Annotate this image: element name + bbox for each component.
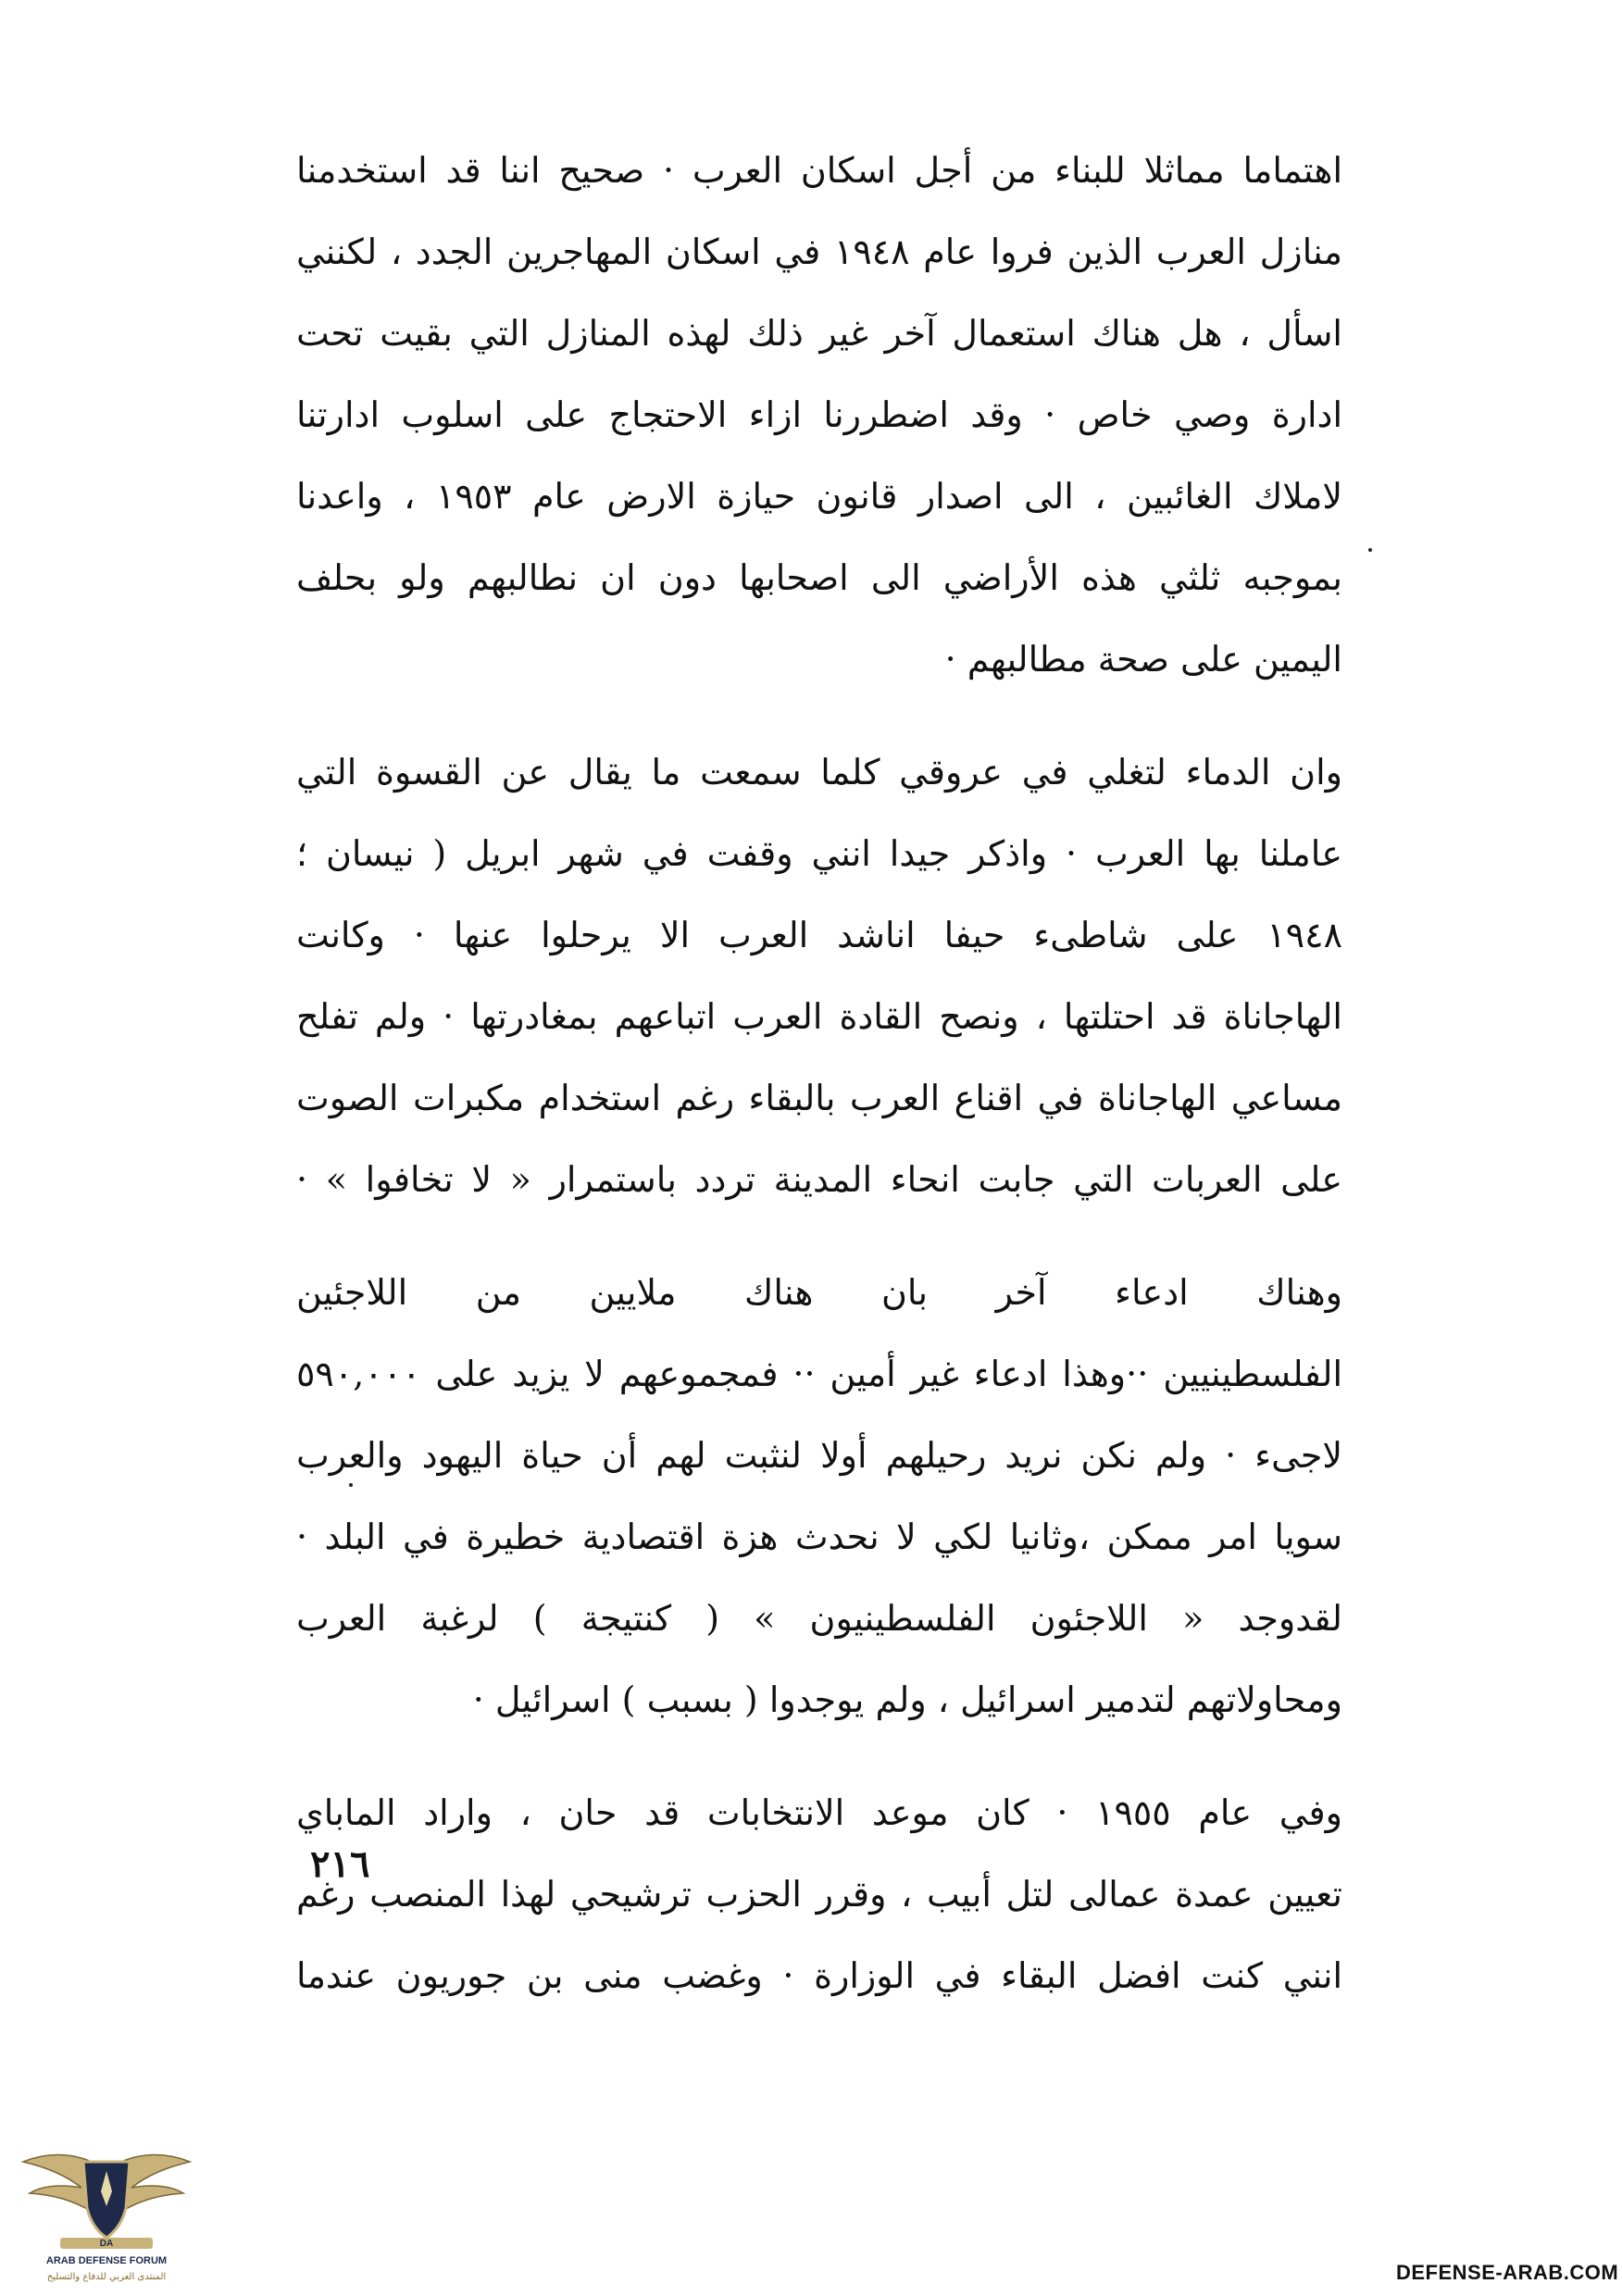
text-line: ادارة وصي خاص · وقد اضطررنا ازاء الاحتجاج على اسلوب ادارتنا	[296, 394, 1342, 435]
text-line: سويا امر ممكن ،وثانيا لكي لا نحدث هزة اقتصادية خطيرة في البلد ·	[296, 1516, 1342, 1557]
text-line: انني كنت افضل البقاء في الوزارة · وغضب منى بن جوريون عندما	[296, 1955, 1342, 1996]
text-line: مساعي الهاجاناة في اقناع العرب بالبقاء رغم استخدام مكبرات الصوت	[296, 1078, 1342, 1118]
text-line: وان الدماء لتغلي في عروقي كلما سمعت ما يقال عن القسوة التي	[296, 752, 1342, 792]
text-line: الهاجاناة قد احتلتها ، ونصح القادة العرب اتباعهم بمغادرتها · ولم تفلح	[296, 996, 1342, 1037]
text-line: اسأل ، هل هناك استعمال آخر غير ذلك لهذه المنازل التي بقيت تحت	[296, 313, 1342, 354]
scan-speck	[1368, 548, 1372, 552]
paragraph-4	[296, 1772, 1342, 2016]
logo-abbr: DA	[99, 2239, 114, 2249]
forum-logo-icon	[19, 2134, 194, 2291]
text-line: لاملاك الغائبين ، الى اصدار قانون حيازة الارض عام ١٩٥٣ ، واعدنا	[296, 476, 1343, 517]
page-body	[296, 130, 1342, 2016]
text-line: لقدوجد « اللاجئون الفلسطينيون » ( كنتيجة ) لرغبة العرب	[296, 1598, 1342, 1639]
logo-name-ar: المنتدى العربي للدفاع والتسليح	[46, 2272, 167, 2282]
text-line: اهتماما مماثلا للبناء من أجل اسكان العرب · صحيح اننا قد استخدمنا	[296, 150, 1342, 191]
text-line: منازل العرب الذين فروا عام ١٩٤٨ في اسكان المهاجرين الجدد ، لكنني	[296, 231, 1342, 272]
text-line: لاجىء · ولم نكن نريد رحيلهم أولا لنثبت لهم أن حياة اليهود والعرب	[296, 1435, 1342, 1476]
paragraph-1	[296, 130, 1342, 700]
text-line: الفلسطينيين ··وهذا ادعاء غير أمين ·· فمجموعهم لا يزيد على ٥٩٠,٠٠٠	[296, 1354, 1342, 1394]
paragraph-2	[296, 731, 1342, 1220]
text-line: وهناك ادعاء آخر بان هناك ملايين من اللاجئين	[296, 1272, 1342, 1313]
text-line: عاملنا بها العرب · واذكر جيدا انني وقفت في شهر ابريل ( نيسان ؛	[296, 833, 1342, 874]
text-line: ١٩٤٨ على شاطىء حيفا اناشد العرب الا يرحلوا عنها · وكانت	[296, 915, 1342, 955]
text-line: وفي عام ١٩٥٥ · كان موعد الانتخابات قد حان ، واراد الماباي	[296, 1792, 1342, 1833]
text-line: ومحاولاتهم لتدمير اسرائيل ، ولم يوجدوا ( بسبب ) اسرائيل ·	[472, 1679, 1342, 1720]
paragraph-3	[296, 1252, 1342, 1741]
text-line: تعيين عمدة عمالى لتل أبيب ، وقرر الحزب ترشيحي لهذا المنصب رغم	[296, 1874, 1342, 1915]
logo-name-en: ARAB DEFENSE FORUM	[45, 2255, 168, 2266]
site-watermark: DEFENSE-ARAB.COM	[1396, 2261, 1619, 2284]
text-line: اليمين على صحة مطالبهم ·	[944, 639, 1342, 680]
scan-speck	[349, 1483, 353, 1487]
text-line: بموجبه ثلثي هذه الأراضي الى اصحابها دون ان نطالبهم ولو بحلف	[296, 557, 1342, 598]
page-number: ٢١٦	[310, 1842, 370, 1886]
text-line: على العربات التي جابت انحاء المدينة تردد باستمرار « لا تخافوا » ·	[296, 1159, 1342, 1200]
forum-logo	[19, 2134, 194, 2291]
